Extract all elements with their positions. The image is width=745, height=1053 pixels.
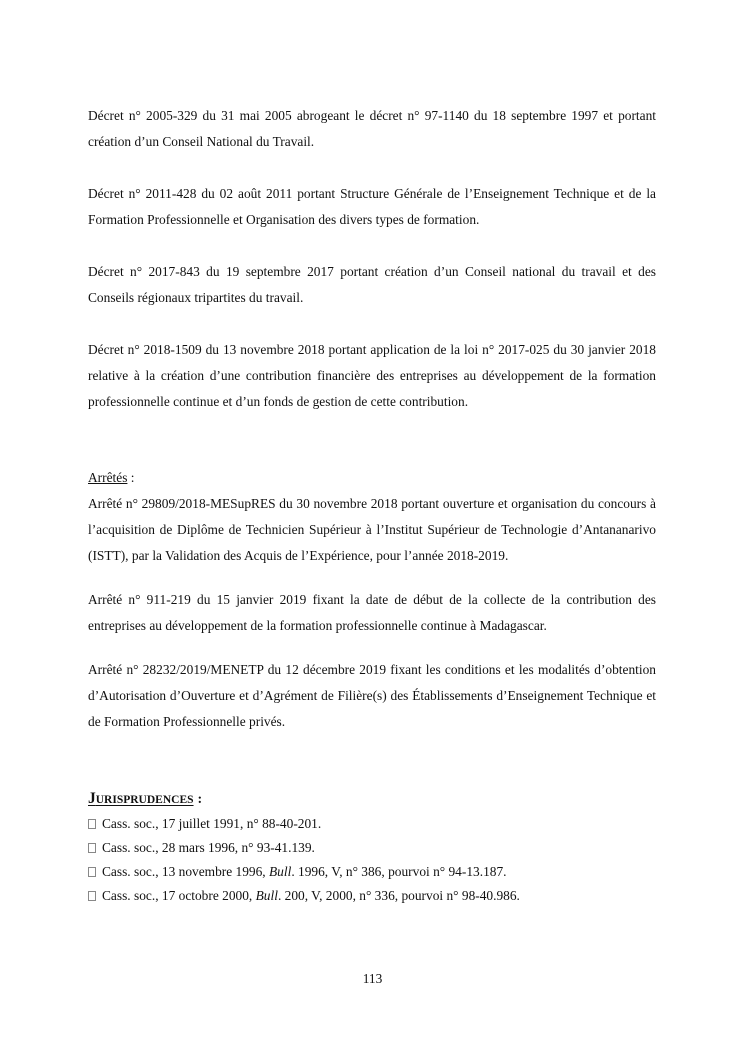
arrete-29809: Arrêté n° 29809/2018-MESupRES du 30 novembre 2018 portant ouverture et organisation du concours à l’acquisition de Diplôme de Technicien Supérieur à l’Institut Supérieur de Technologie d’Antananarivo (ISTT), par la Validation des Acquis de l’Expérience, pour l’année 2018-2019. — [88, 496, 656, 563]
decret-2011-428: Décret n° 2011-428 du 02 août 2011 portant Structure Générale de l’Enseignement Technique et de la Formation Professionnelle et Organisation des divers types de formation. — [88, 186, 656, 227]
bullet-box-icon — [88, 867, 96, 877]
arretes-heading-suffix: : — [127, 470, 135, 485]
jurisprudence-text: Cass. soc., 13 novembre 1996, Bull. 1996, V, n° 386, pourvoi n° 94-13.187. — [102, 864, 507, 879]
jurisprudence-text: Cass. soc., 17 juillet 1991, n° 88-40-201. — [102, 816, 322, 831]
list-item — [88, 836, 656, 860]
decret-2018-1509: Décret n° 2018-1509 du 13 novembre 2018 portant application de la loi n° 2017-025 du 30 janvier 2018 relative à la création d’une contribution financière des entreprises au développement de la formation professionnelle continue et d’un fonds de gestion de cette contribution. — [88, 342, 656, 409]
list-item — [88, 884, 656, 908]
jurisprudence-text: Cass. soc., 17 octobre 2000, Bull. 200, V, 2000, n° 336, pourvoi n° 98-40.986. — [102, 888, 520, 903]
jurisprudences-title-colon: : — [197, 792, 203, 807]
jurisprudences-title-rest: URISPRUDENCES — [95, 794, 194, 806]
page-number: 113 — [362, 971, 383, 986]
decret-2005-329: Décret n° 2005-329 du 31 mai 2005 abrogeant le décret n° 97-1140 du 18 septembre 1997 et portant création d’un Conseil National du Travail. — [88, 108, 656, 149]
list-item — [88, 812, 656, 836]
jurisprudence-text: Cass. soc., 28 mars 1996, n° 93-41.139. — [102, 840, 315, 855]
bullet-box-icon — [88, 891, 96, 901]
jurisprudences-title-initial: J — [88, 790, 96, 807]
arretes-heading: Arrêtés — [88, 470, 128, 485]
document-body — [88, 103, 656, 908]
jurisprudences-list — [88, 812, 656, 908]
arrete-28232: Arrêté n° 28232/2019/MENETP du 12 décembre 2019 fixant les conditions et les modalités d’obtention d’Autorisation d’Ouverture et d’Agrément de Filière(s) des Établissements d’Enseignement Technique et de Formation Professionnelle privés. — [88, 662, 656, 729]
section-gap — [88, 441, 656, 465]
decret-2017-843: Décret n° 2017-843 du 19 septembre 2017 portant création d’un Conseil national du travail et des Conseils régionaux tripartites du travail. — [88, 264, 656, 305]
arretes-heading-line — [88, 465, 656, 491]
list-item — [88, 860, 656, 884]
arrete-911-219: Arrêté n° 911-219 du 15 janvier 2019 fixant la date de début de la collecte de la contribution des entreprises au développement de la formation professionnelle continue à Madagascar. — [88, 592, 656, 633]
bullet-box-icon — [88, 843, 96, 853]
jurisprudences-title — [88, 789, 656, 810]
bullet-box-icon — [88, 819, 96, 829]
section-gap — [88, 753, 656, 789]
